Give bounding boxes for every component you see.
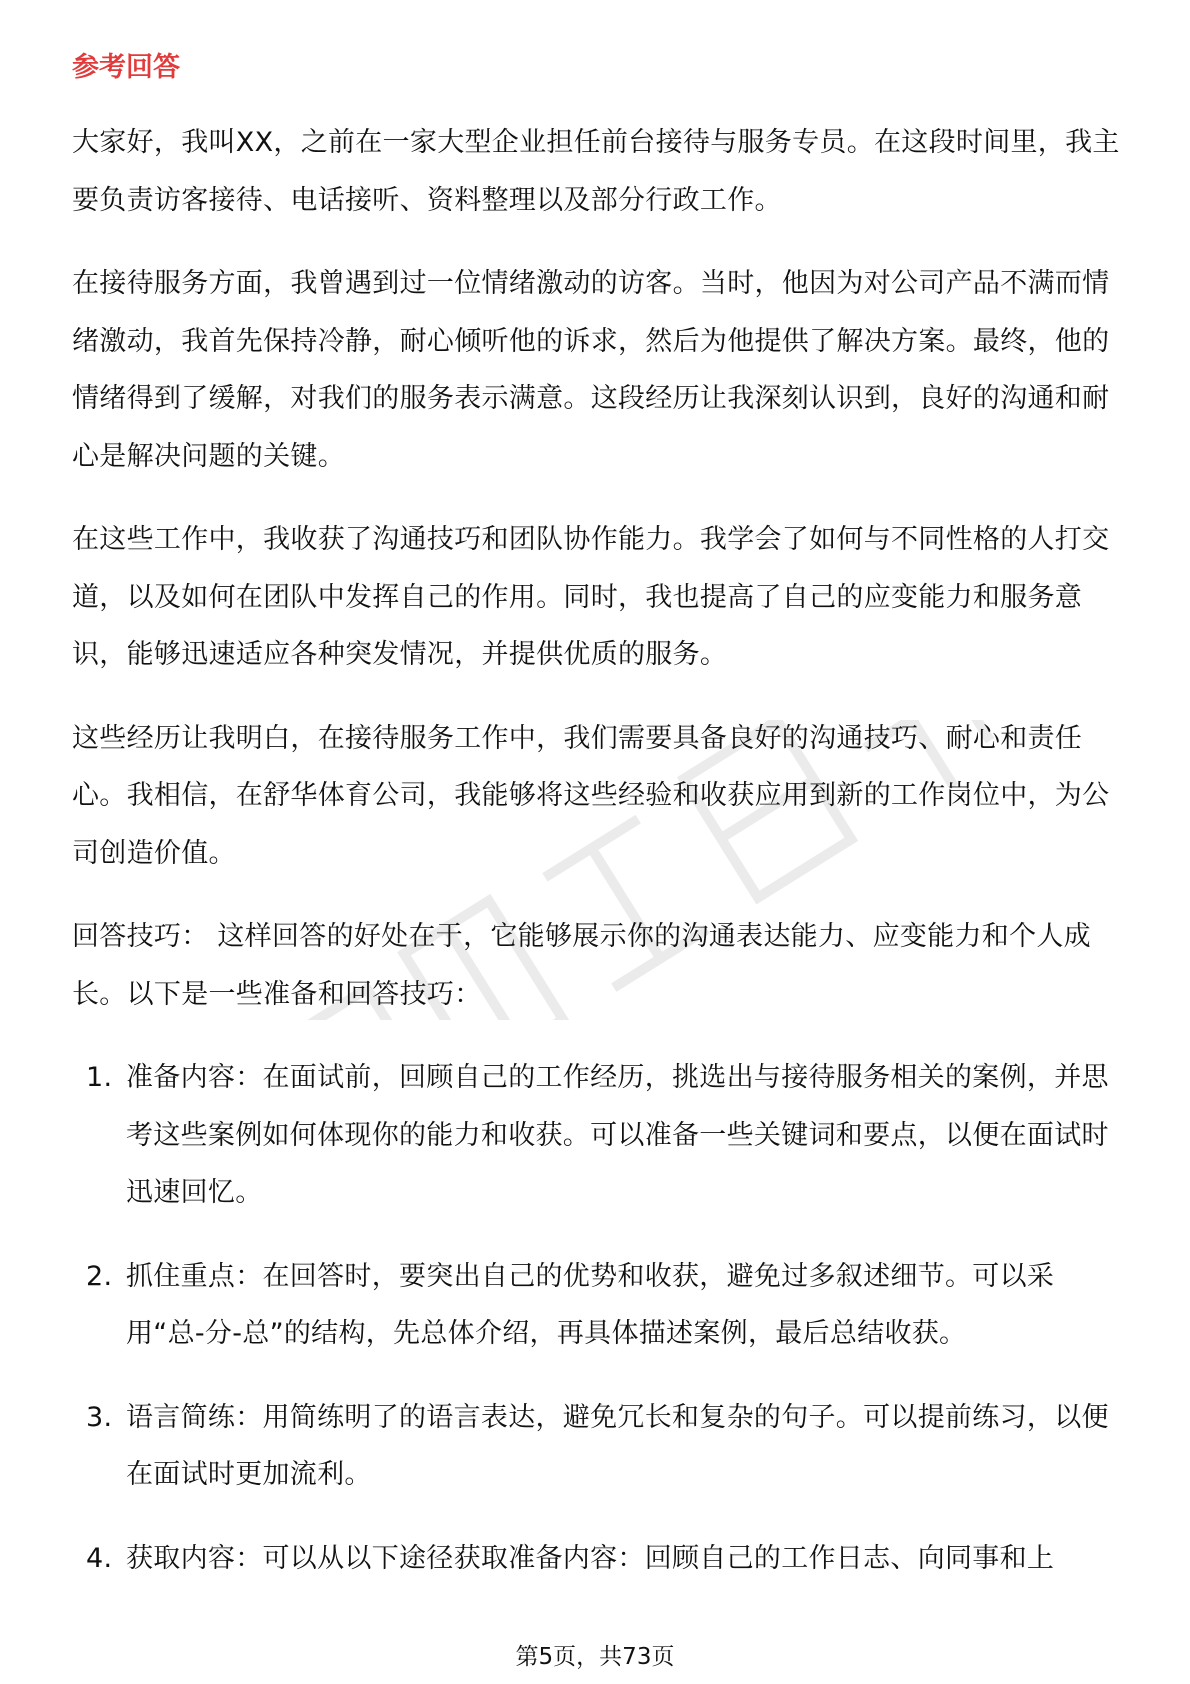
page-number-footer: 第5页，共73页 bbox=[515, 1644, 675, 1670]
list-item-number: 4. bbox=[86, 1542, 113, 1574]
tips-list bbox=[72, 1049, 1122, 1587]
list-item-text: 准备内容：在面试前，回顾自己的工作经历，挑选出与接待服务相关的案例，并思考这些案例如何体现你的能力和收获。可以准备一些关键词和要点，以便在面试时迅速回忆。 bbox=[126, 1062, 1109, 1208]
list-item bbox=[72, 1389, 1122, 1504]
list-item-text: 获取内容：可以从以下途径获取准备内容：回顾自己的工作日志、向同事和上 bbox=[126, 1542, 1055, 1574]
paragraph-conclusion: 这些经历让我明白，在接待服务工作中，我们需要具备良好的沟通技巧、耐心和责任心。我相信，在舒华体育公司，我能够将这些经验和收获应用到新的工作岗位中，为公司创造价值。 bbox=[72, 722, 1110, 869]
list-item-number: 2. bbox=[86, 1260, 113, 1292]
content-area bbox=[72, 48, 1122, 1613]
paragraph-intro: 大家好，我叫XX，之前在一家大型企业担任前台接待与服务专员。在这段时间里，我主要负责访客接待、电话接听、资料整理以及部分行政工作。 bbox=[72, 127, 1120, 216]
paragraph-gains: 在这些工作中，我收获了沟通技巧和团队协作能力。我学会了如何与不同性格的人打交道，以及如何在团队中发挥自己的作用。同时，我也提高了自己的应变能力和服务意识，能够迅速适应各种突发情况，并提供优质的服务。 bbox=[72, 524, 1110, 670]
paragraph-service-experience: 在接待服务方面，我曾遇到过一位情绪激动的访客。当时，他因为对公司产品不满而情绪激动，我首先保持冷静，耐心倾听他的诉求，然后为他提供了解决方案。最终，他的情绪得到了缓解，对我们的服务表示满意。这段经历让我深刻认识到，良好的沟通和耐心是解决问题的关键。 bbox=[72, 268, 1110, 472]
section-heading: 参考回答 bbox=[72, 52, 180, 83]
list-item bbox=[72, 1530, 1122, 1588]
list-item-text: 语言简练：用简练明了的语言表达，避免冗长和复杂的句子。可以提前练习，以便在面试时更加流利。 bbox=[126, 1401, 1109, 1490]
list-item-text: 抓住重点：在回答时，要突出自己的优势和收获，避免过多叙述细节。可以采用“总-分-总”的结构，先总体介绍，再具体描述案例，最后总结收获。 bbox=[126, 1260, 1055, 1349]
list-item bbox=[72, 1049, 1122, 1222]
list-item-number: 1. bbox=[86, 1062, 113, 1093]
paragraph-answer-tips: 回答技巧： 这样回答的好处在于，它能够展示你的沟通表达能力、应变能力和个人成长。以下是一些准备和回答技巧： bbox=[72, 921, 1091, 1010]
list-item-number: 3. bbox=[86, 1401, 113, 1433]
list-item bbox=[72, 1248, 1122, 1363]
